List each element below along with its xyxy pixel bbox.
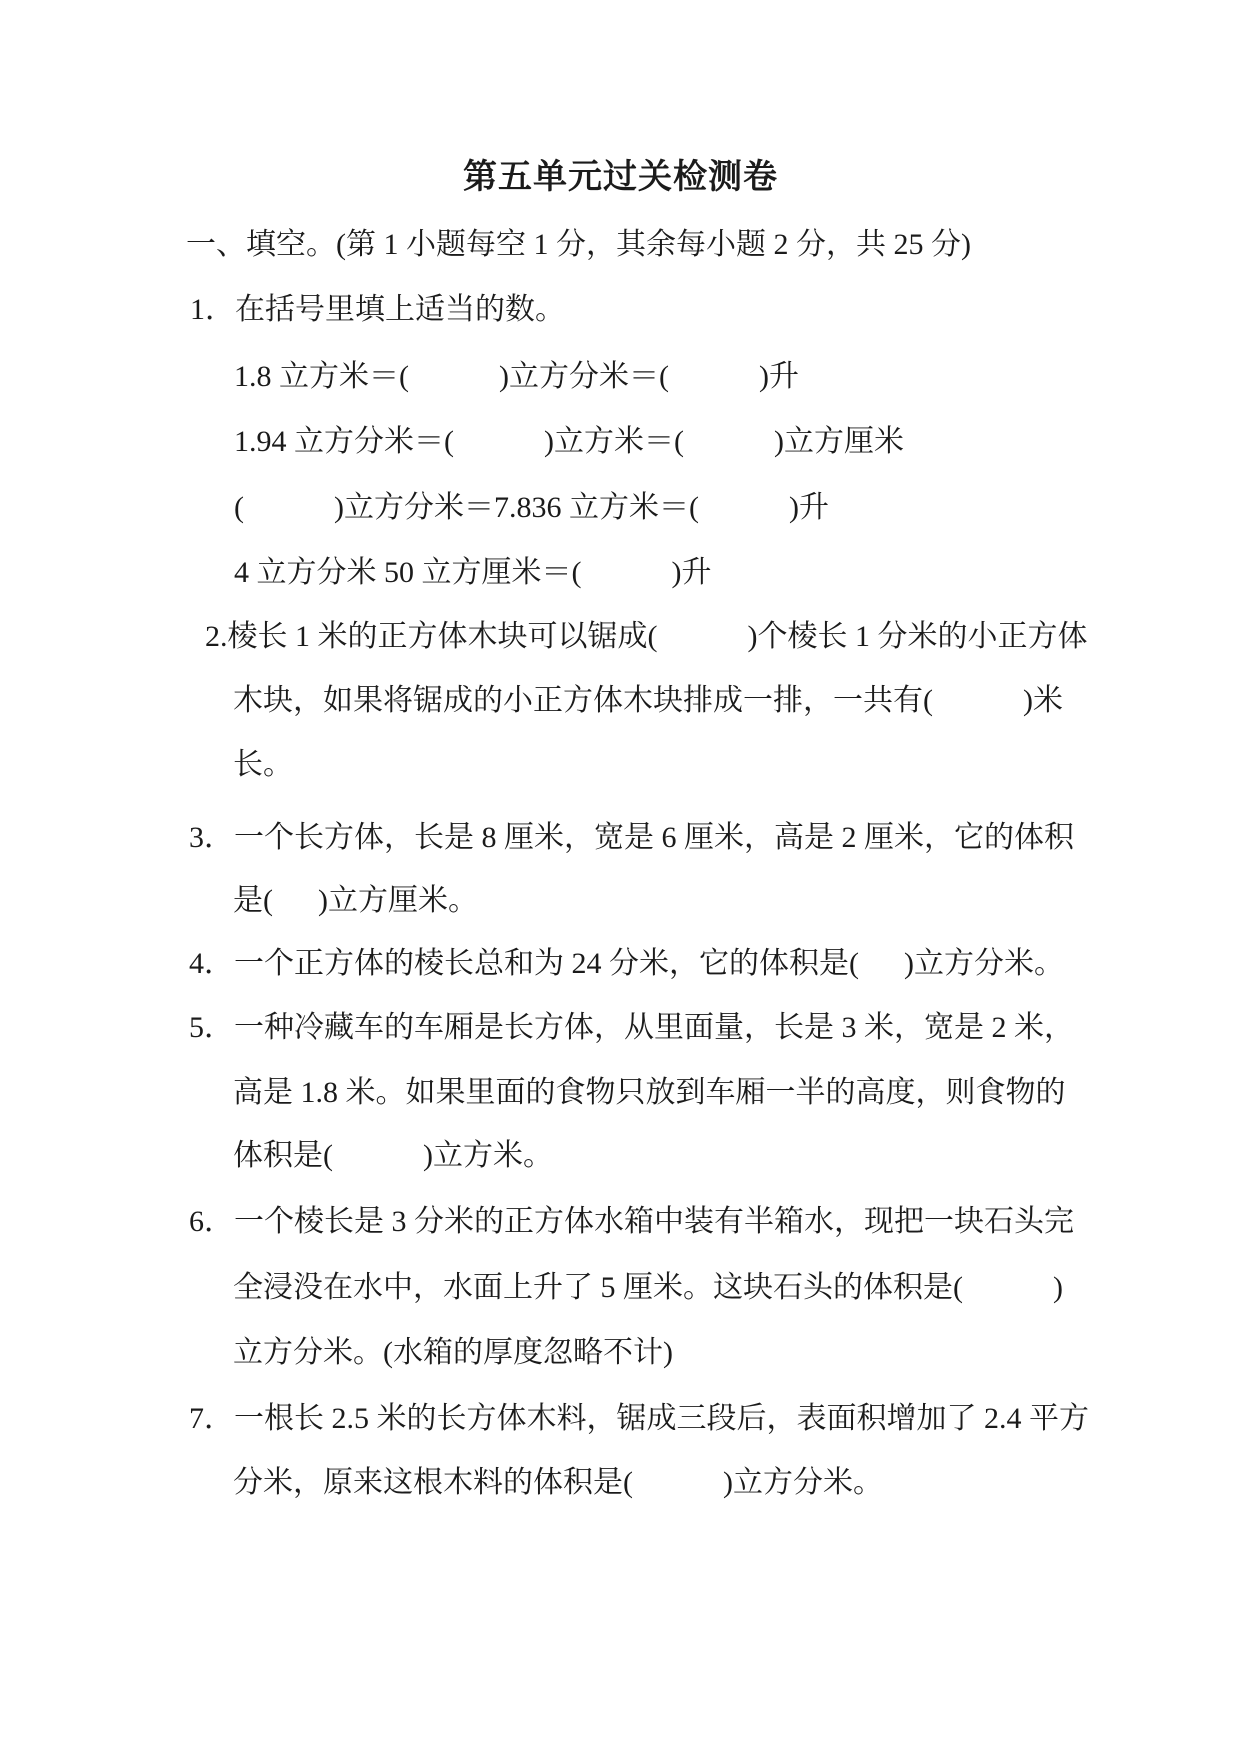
- question-1-stem: 1．在括号里填上适当的数。: [190, 293, 565, 326]
- question-6-line-2: 全浸没在水中，水面上升了 5 厘米。这块石头的体积是( ): [233, 1271, 1063, 1304]
- question-4-line-1: 4．一个正方体的棱长总和为 24 分米，它的体积是( )立方分米。: [189, 947, 1064, 980]
- question-2-line-1: 2.棱长 1 米的正方体木块可以锯成( )个棱长 1 分米的小正方体: [205, 620, 1088, 653]
- question-2-line-3: 长。: [233, 748, 293, 781]
- question-3-line-2: 是( )立方厘米。: [233, 884, 478, 917]
- question-2-line-2: 木块，如果将锯成的小正方体木块排成一排，一共有( )米: [233, 684, 1063, 717]
- question-7-line-2: 分米，原来这根木料的体积是( )立方分米。: [233, 1466, 883, 1499]
- question-1-blank-4: 4 立方分米 50 立方厘米＝( )升: [234, 556, 712, 589]
- question-7-line-1: 7．一根长 2.5 米的长方体木料，锯成三段后，表面积增加了 2.4 平方: [189, 1402, 1089, 1435]
- question-6-line-1: 6．一个棱长是 3 分米的正方体水箱中装有半箱水，现把一块石头完: [189, 1205, 1074, 1238]
- question-1-blank-1: 1.8 立方米＝( )立方分米＝( )升: [234, 360, 799, 393]
- question-5-line-2: 高是 1.8 米。如果里面的食物只放到车厢一半的高度，则食物的: [233, 1076, 1066, 1109]
- question-5-line-1: 5．一种冷藏车的车厢是长方体，从里面量，长是 3 米，宽是 2 米，: [189, 1011, 1074, 1044]
- question-5-line-3: 体积是( )立方米。: [233, 1139, 553, 1172]
- question-3-line-1: 3．一个长方体，长是 8 厘米，宽是 6 厘米，高是 2 厘米，它的体积: [189, 821, 1074, 854]
- section-1-heading: 一、填空。(第 1 小题每空 1 分，其余每小题 2 分，共 25 分): [186, 228, 971, 261]
- question-1-blank-2: 1.94 立方分米＝( )立方米＝( )立方厘米: [234, 425, 904, 458]
- question-6-line-3: 立方分米。(水箱的厚度忽略不计): [233, 1336, 673, 1369]
- page-title: 第五单元过关检测卷: [463, 159, 778, 196]
- question-1-blank-3: ( )立方分米＝7.836 立方米＝( )升: [234, 491, 829, 524]
